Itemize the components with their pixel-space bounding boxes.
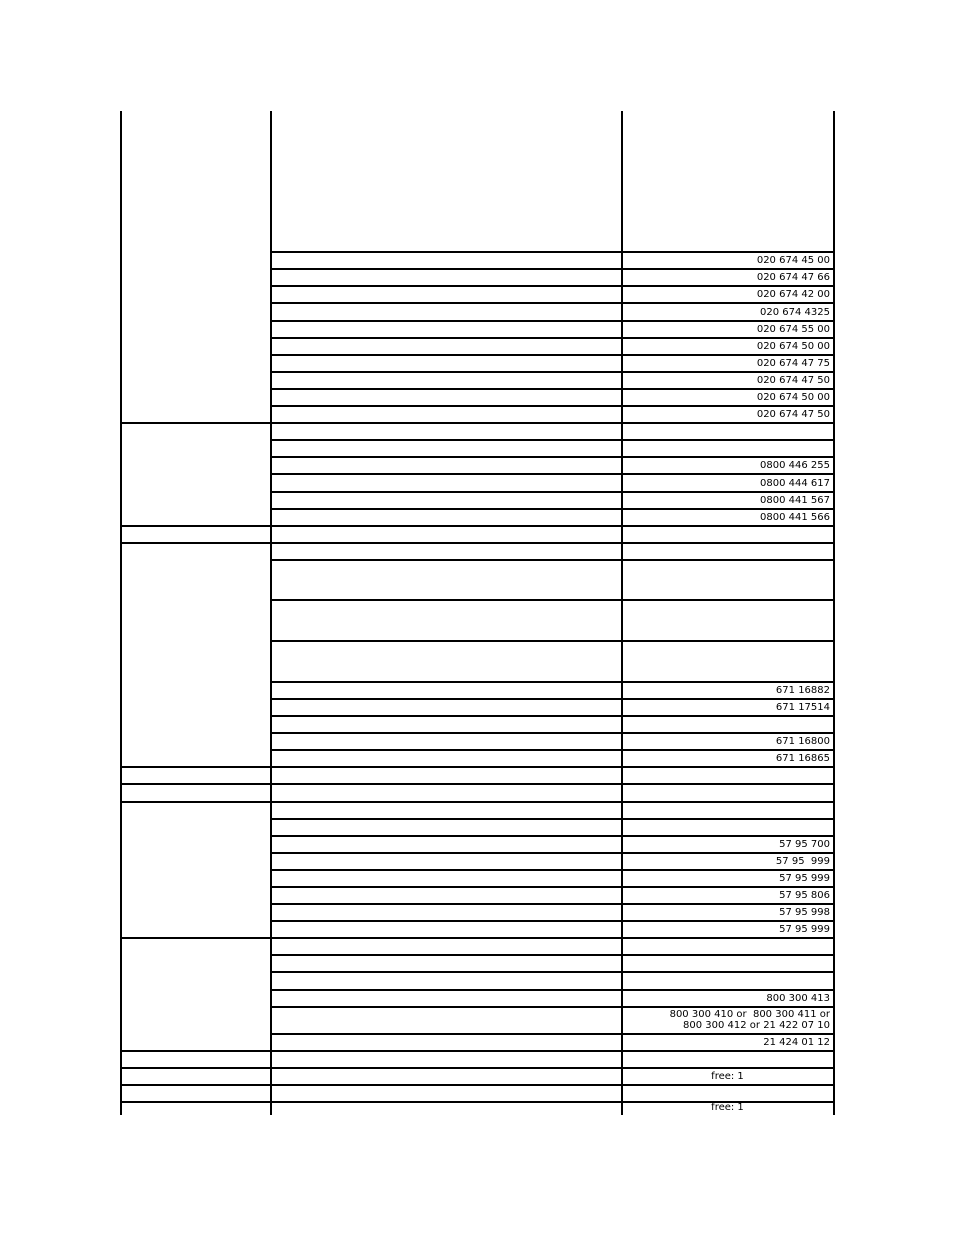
phone-cell: 671 16865	[775, 753, 830, 764]
phone-cell: 020 674 50 00	[756, 392, 830, 403]
row-rule	[270, 559, 835, 561]
phone-cell: 020 674 42 00	[756, 289, 830, 300]
row-rule	[270, 681, 835, 683]
row-rule	[270, 920, 835, 922]
phone-cell: 671 16882	[775, 685, 830, 696]
row-rule	[270, 971, 835, 973]
phone-cell: 800 300 413	[766, 993, 830, 1004]
phone-cell: 671 16800	[775, 736, 830, 747]
phone-cell: free: 1	[711, 1102, 744, 1113]
phone-cell: 21 424 01 12	[763, 1037, 830, 1048]
row-rule	[270, 1033, 835, 1035]
row-rule	[120, 783, 835, 785]
row-rule	[270, 491, 835, 493]
phone-cell: 800 300 410 or 800 300 411 or 800 300 412 or 21 422 07 10	[669, 1009, 830, 1031]
phone-cell: 020 674 55 00	[756, 324, 830, 335]
row-rule	[270, 852, 835, 854]
row-rule	[270, 715, 835, 717]
column-rule	[621, 111, 623, 1115]
phone-cell: 57 95 999	[779, 924, 830, 935]
phone-cell: 020 674 47 66	[756, 272, 830, 283]
phone-cell: 020 674 47 50	[756, 375, 830, 386]
row-rule	[270, 285, 835, 287]
row-rule	[270, 354, 835, 356]
row-rule	[270, 302, 835, 304]
row-rule	[270, 405, 835, 407]
phone-cell: 020 674 50 00	[756, 341, 830, 352]
phone-cell: 671 17514	[775, 702, 830, 713]
row-rule	[270, 640, 835, 642]
row-rule	[270, 473, 835, 475]
row-rule	[270, 835, 835, 837]
phone-cell: 57 95 999	[775, 856, 830, 867]
phone-cell: 0800 446 255	[760, 460, 830, 471]
row-rule	[120, 1050, 835, 1052]
row-rule	[270, 818, 835, 820]
phone-cell: 020 674 4325	[760, 307, 830, 318]
row-rule	[270, 599, 835, 601]
row-rule	[270, 732, 835, 734]
phone-cell: 0800 441 566	[760, 512, 830, 523]
row-rule	[270, 251, 835, 253]
row-rule	[270, 954, 835, 956]
row-rule	[120, 1084, 835, 1086]
row-rule	[270, 903, 835, 905]
row-rule	[120, 422, 835, 424]
row-rule	[270, 337, 835, 339]
phone-cell: 57 95 999	[779, 873, 830, 884]
column-rule	[270, 111, 272, 1115]
row-rule	[120, 937, 835, 939]
row-rule	[270, 439, 835, 441]
phone-cell: 57 95 806	[779, 890, 830, 901]
phone-cell: 57 95 998	[779, 907, 830, 918]
column-rule	[120, 111, 122, 1115]
phone-cell: 020 674 47 50	[756, 409, 830, 420]
phone-cell: 57 95 700	[779, 839, 830, 850]
phone-cell: 020 674 45 00	[756, 255, 830, 266]
phone-cell: 020 674 47 75	[756, 358, 830, 369]
row-rule	[270, 388, 835, 390]
row-rule	[270, 886, 835, 888]
row-rule	[270, 371, 835, 373]
row-rule	[270, 320, 835, 322]
row-rule	[120, 1067, 835, 1069]
row-rule	[270, 869, 835, 871]
row-rule	[270, 456, 835, 458]
row-rule	[120, 542, 835, 544]
phone-cell: 0800 444 617	[760, 478, 830, 489]
row-rule	[270, 1006, 835, 1008]
row-rule	[270, 508, 835, 510]
row-rule	[120, 801, 835, 803]
row-rule	[270, 749, 835, 751]
column-rule	[833, 111, 835, 1115]
phone-cell: 0800 441 567	[760, 495, 830, 506]
phone-cell: free: 1	[711, 1071, 744, 1082]
row-rule	[120, 766, 835, 768]
row-rule	[270, 698, 835, 700]
row-rule	[270, 268, 835, 270]
row-rule	[270, 989, 835, 991]
row-rule	[120, 525, 835, 527]
